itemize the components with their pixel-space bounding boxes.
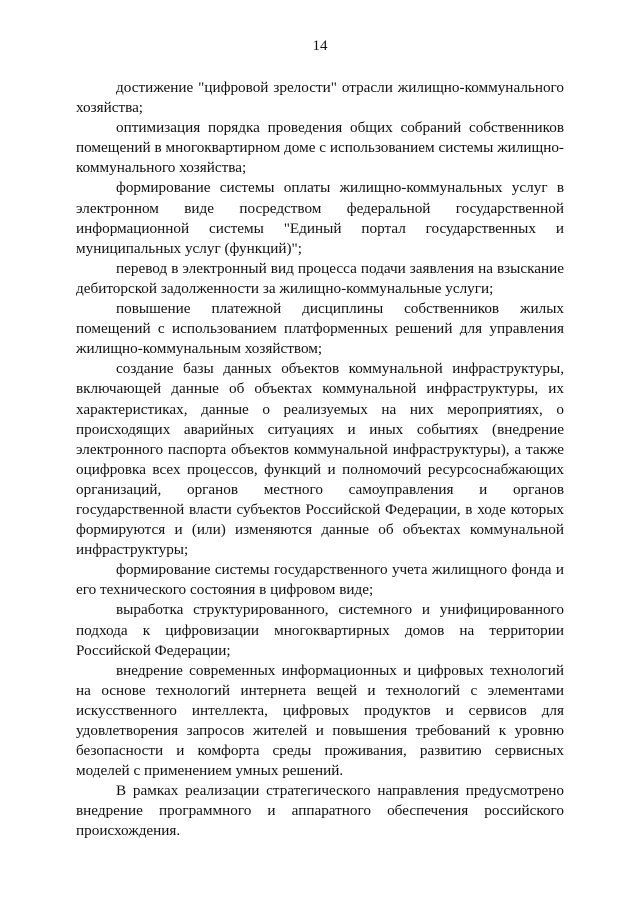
paragraph: формирование системы государственного учета жилищного фонда и его технического состояния в цифровом виде; [76, 561, 564, 599]
paragraph: В рамках реализации стратегического направления предусмотрено внедрение программного и аппаратного обеспечения российского происхождения. [76, 782, 564, 840]
paragraph: формирование системы оплаты жилищно-коммунальных услуг в электронном виде посредством федеральной государственной информационной системы "Единый портал государственных и муниципальных услуг (функций)"; [76, 179, 564, 257]
page-number: 14 [312, 38, 328, 54]
paragraph: внедрение современных информационных и цифровых технологий на основе технологий интернета вещей и технологий с элементами искусственного интеллекта, цифровых продуктов и сервисов для удовлетворения запросов жителей и повышения требований к уровню безопасности и комфорта среды проживания, развитию сервисных моделей с применением умных решений. [76, 661, 564, 780]
paragraph: перевод в электронный вид процесса подачи заявления на взыскание дебиторской задолженности за жилищно-коммунальные услуги; [76, 259, 564, 297]
paragraph: создание базы данных объектов коммунальной инфраструктуры, включающей данные об объектах коммунальной инфраструктуры, их характеристиках, данные о реализуемых на них мероприятиях, о происходящих аварийных ситуациях и иных событиях (внедрение электронного паспорта объектов коммунальной инфраструктуры), а также оцифровка всех процессов, функций и полномочий ресурсоснабжающих организаций, органов местного самоуправления и органов государственной власти субъектов Российской Федерации, в ходе которых формируются и (или) изменяются данные об объектах коммунальной инфраструктуры; [76, 360, 564, 559]
document-body [76, 78, 564, 842]
paragraph: достижение "цифровой зрелости" отрасли жилищно-коммунального хозяйства; [76, 79, 564, 117]
paragraph: повышение платежной дисциплины собственников жилых помещений с использованием платформенных решений для управления жилищно-коммунальным хозяйством; [76, 300, 564, 358]
paragraph: оптимизация порядка проведения общих собраний собственников помещений в многоквартирном доме с использованием системы жилищно-коммунального хозяйства; [76, 119, 564, 177]
paragraph: выработка структурированного, системного и унифицированного подхода к цифровизации многоквартирных домов на территории Российской Федерации; [76, 601, 564, 659]
